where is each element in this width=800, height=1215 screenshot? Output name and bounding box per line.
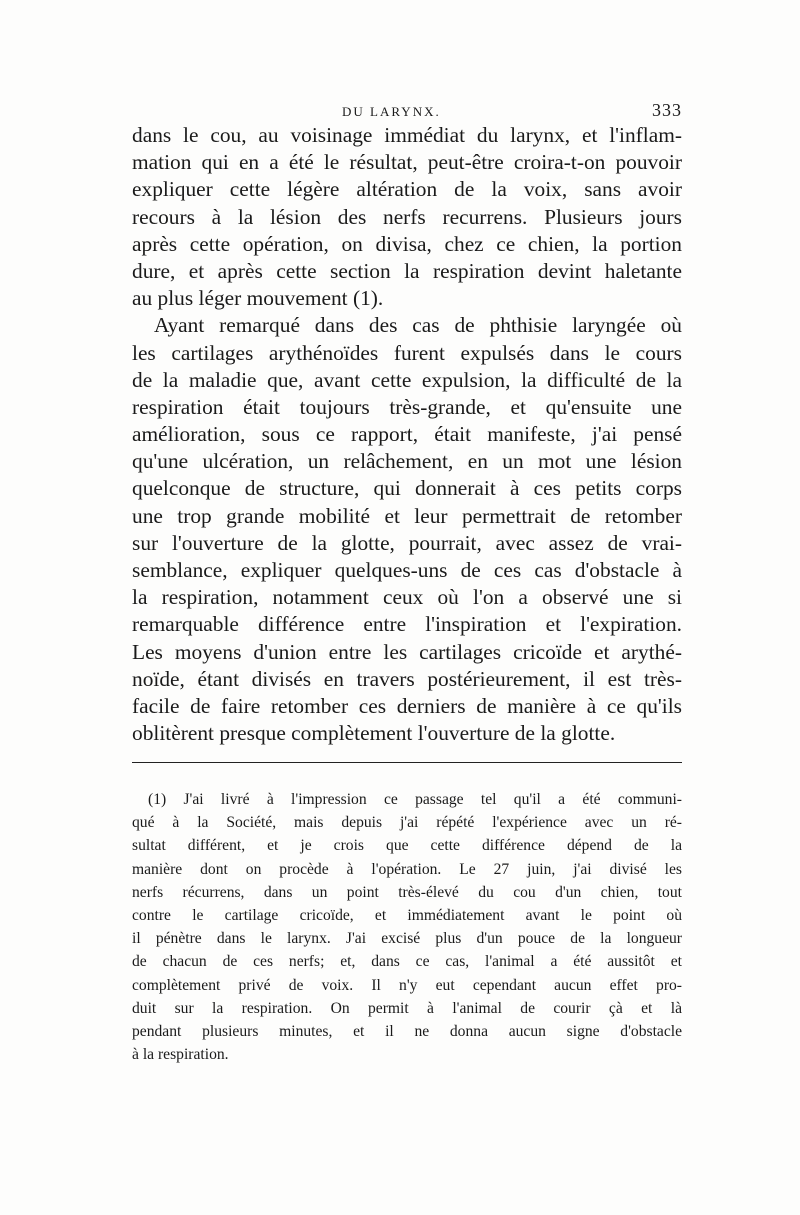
footnote-line: nerfs récurrens, dans un point très-élevé du cou d'un chien, tout [132,883,682,901]
text-line: quelconque de structure, qui donnerait à ces petits corps [132,476,682,501]
footnote-divider [132,762,682,763]
footnote-line: pendant plusieurs minutes, et il ne donna aucun signe d'obstacle [132,1022,682,1040]
text-line: mation qui en a été le résultat, peut-être croira-t-on pouvoir [132,150,682,175]
footnote-line: (1) J'ai livré à l'impression ce passage tel qu'il a été communi- [148,791,682,808]
text-line: après cette opération, on divisa, chez ce chien, la portion [132,231,682,256]
text-line: une trop grande mobilité et leur permettrait de retomber [132,503,682,528]
footnote-line: il pénètre dans le larynx. J'ai excisé plus d'un pouce de la longueur [132,930,682,948]
running-title: DU LARYNX. [342,104,441,119]
running-head [132,100,682,124]
text-line: Ayant remarqué dans des cas de phthisie laryngée où [154,313,682,338]
footnote-line: contre le cartilage cricoïde, et immédiatement avant le point où [132,906,682,924]
footnote-line: à la respiration. [132,1046,229,1064]
text-line: sur l'ouverture de la glotte, pourrait, avec assez de vrai- [132,530,682,555]
text-line: remarquable différence entre l'inspiration et l'expiration. [132,612,682,637]
text-line: expliquer cette légère altération de la voix, sans avoir [132,177,682,202]
footnote-line: manière dont on procède à l'opération. Le 27 juin, j'ai divisé les [132,860,682,878]
text-line: semblance, expliquer quelques-uns de ces cas d'obstacle à [132,558,682,582]
footnote-line: duit sur la respiration. On permit à l'animal de courir çà et là [132,999,682,1017]
text-line: les cartilages arythénoïdes furent expulsés dans le cours [132,340,682,365]
footnote-line: complètement privé de voix. Il n'y eut cependant aucun effet pro- [132,976,682,994]
text-line: de la maladie que, avant cette expulsion, la difficulté de la [132,367,682,392]
footnote-line: de chacun de ces nerfs; et, dans ce cas, l'animal a été aussitôt et [132,953,682,971]
text-line: dure, et après cette section la respiration devint haletante [132,258,682,283]
text-line: la respiration, notamment ceux où l'on a observé une si [132,585,682,610]
text-line: qu'une ulcération, un relâchement, en un mot une lésion [132,449,682,474]
footnote-line: qué à la Société, mais depuis j'ai répété l'expérience avec un ré- [132,814,682,832]
text-line: noïde, étant divisés en travers postérieurement, il est très- [132,666,682,691]
text-line: au plus léger mouvement (1). [132,286,384,311]
text-line: dans le cou, au voisinage immédiat du larynx, et l'inflam- [132,123,682,147]
text-line: oblitèrent presque complètement l'ouverture de la glotte. [132,721,616,746]
main-text [132,122,682,747]
text-line: recours à la lésion des nerfs recurrens. Plusieurs jours [132,204,682,229]
text-line: amélioration, sous ce rapport, était manifeste, j'ai pensé [132,422,682,447]
text-line: respiration était toujours très-grande, et qu'ensuite une [132,394,682,419]
text-line: Les moyens d'union entre les cartilages cricoïde et arythé- [132,639,682,664]
page-number: 333 [652,100,682,120]
text-line: facile de faire retomber ces derniers de manière à ce qu'ils [132,693,682,718]
footnote [132,788,682,1066]
footnote-line: sultat différent, et je crois que cette différence dépend de la [132,837,682,855]
